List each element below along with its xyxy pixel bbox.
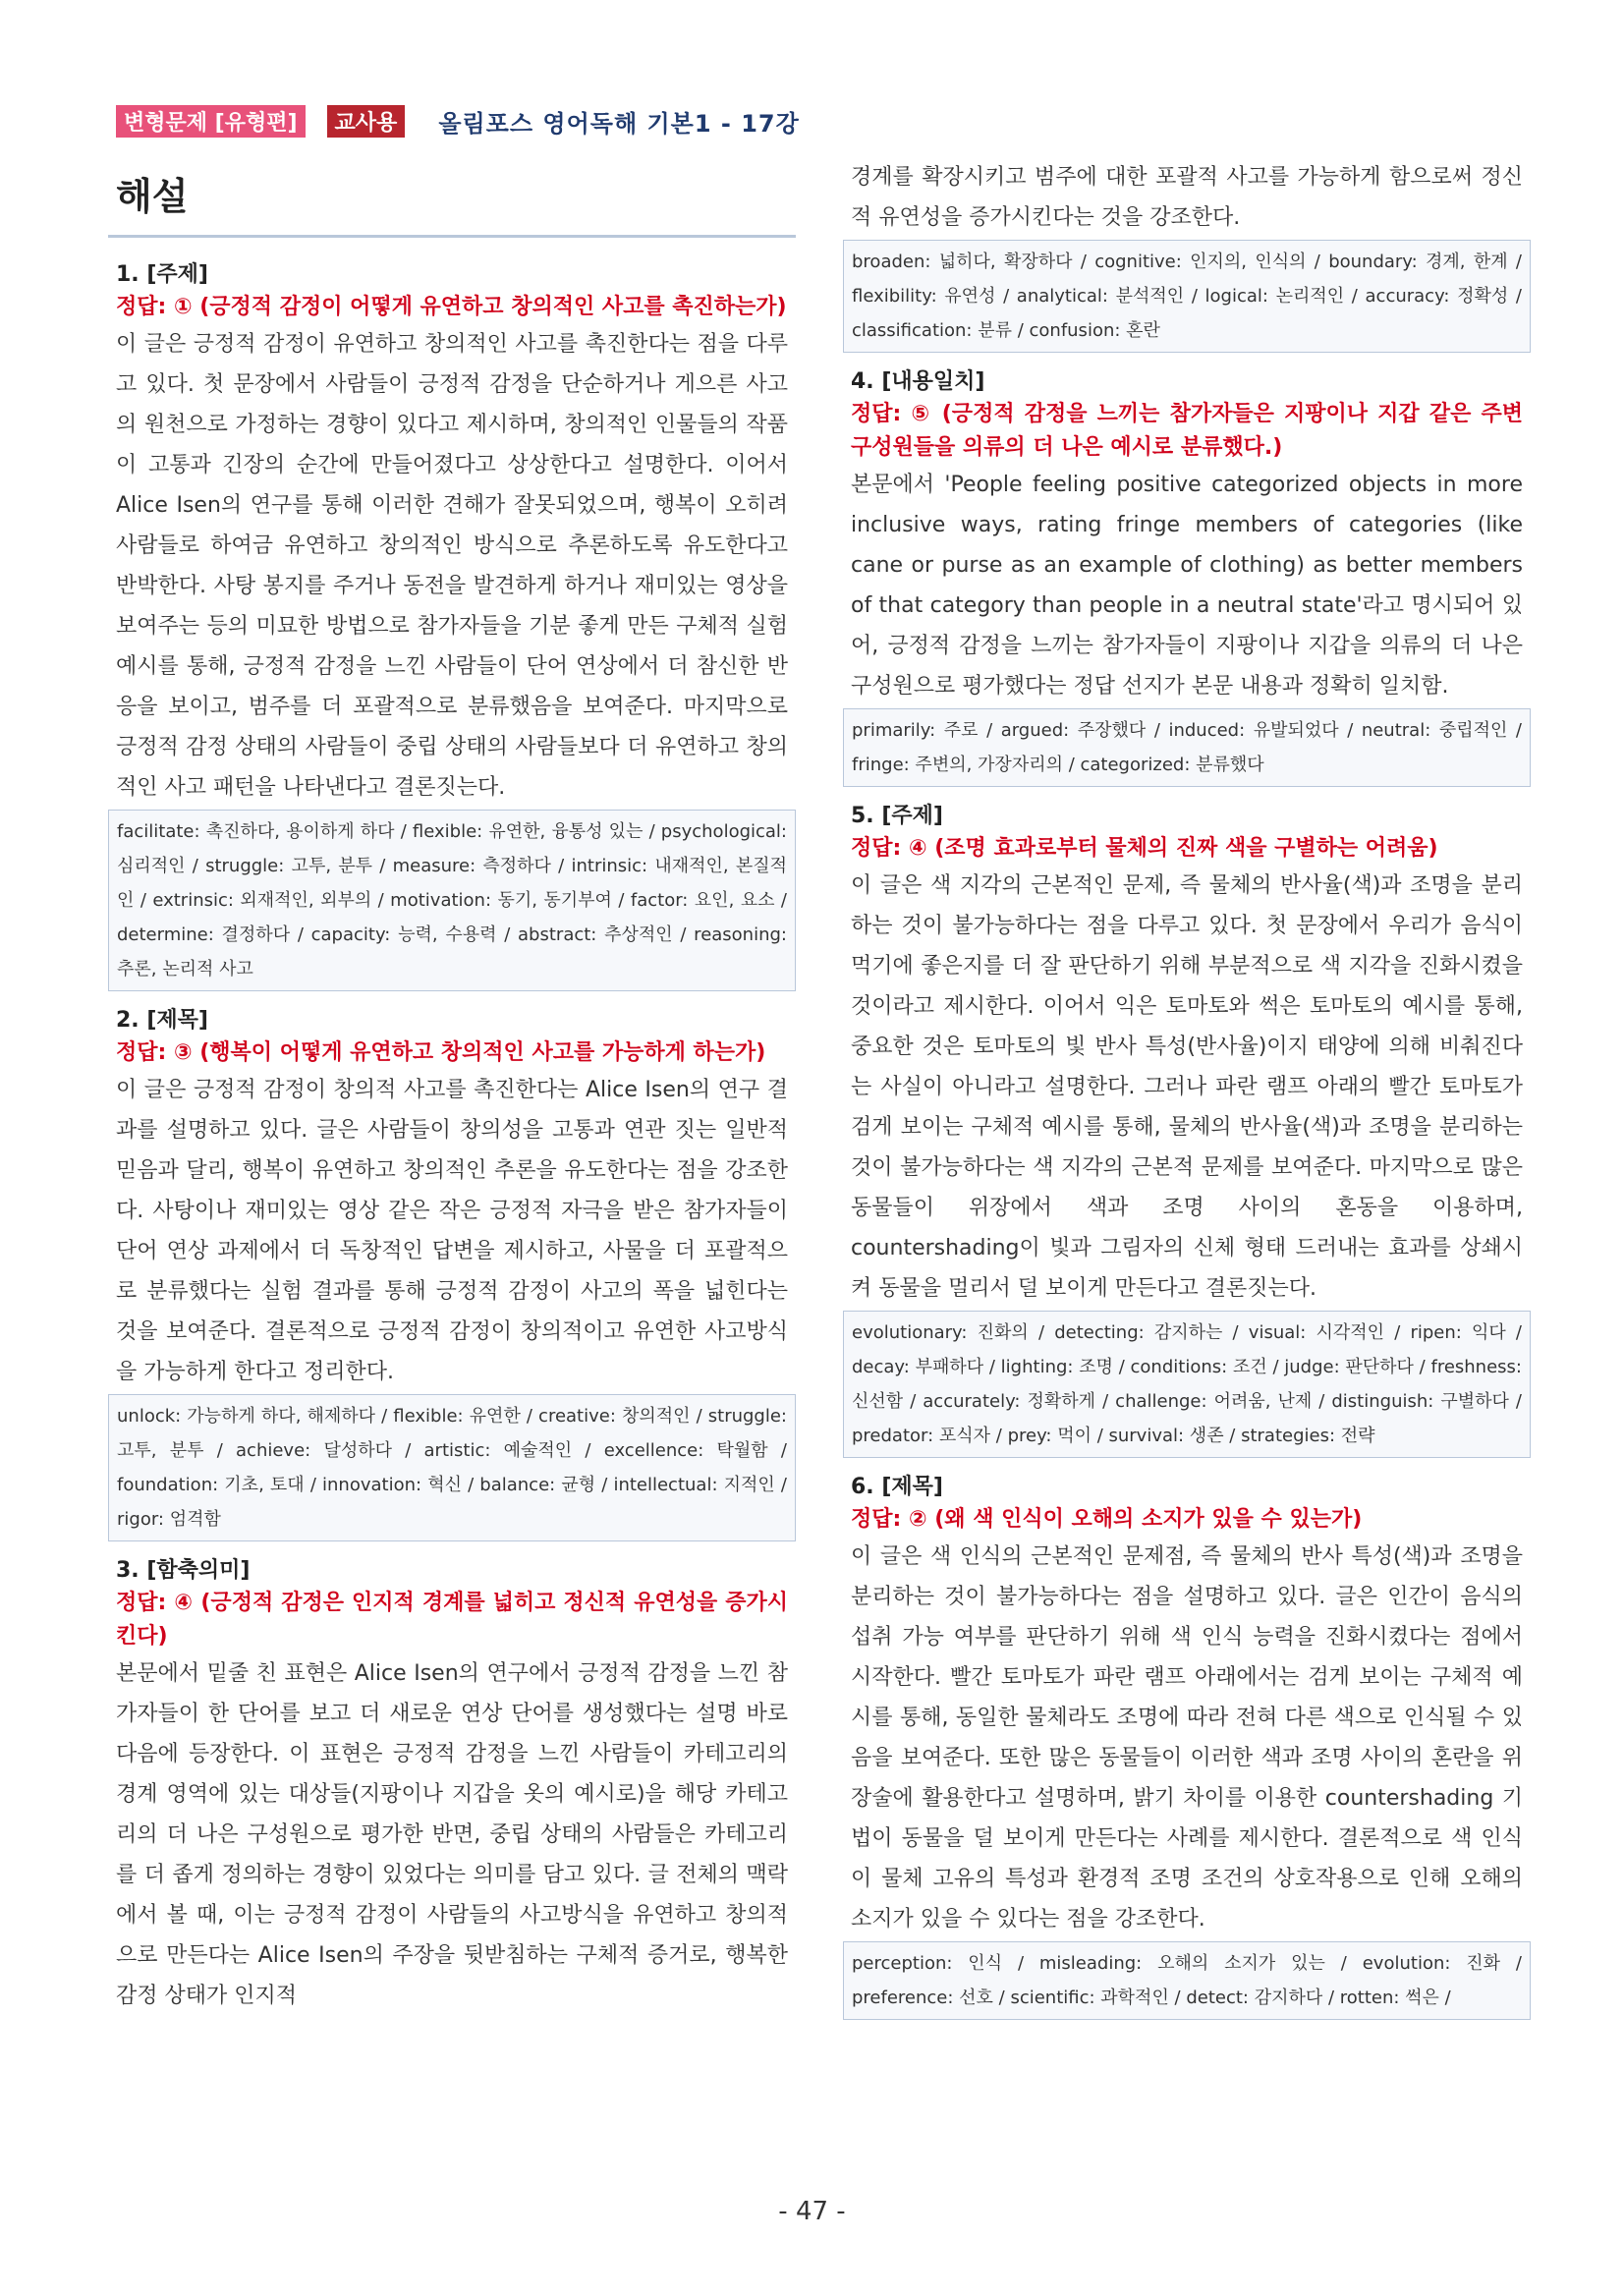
q1-vocab-box: facilitate: 촉진하다, 용이하게 하다 / flexible: 유연한, 융통성 있는 / psychological: 심리적인 / struggle: 고투, 분투 / measure: 측정하다 / intrinsic: 내재적인, 본질적인 / extrinsic: 외재적인, 외부의 / motivation: 동기, 동기부여 / factor: 요인, 요소 / determine: 결정하다 / capacity: 능력, 수용력 / abstract: 추상적인 / reasoning: 추론, 논리적 사고 — [108, 810, 796, 991]
q2-heading: 2. [제목] — [116, 1008, 208, 1033]
q2-vocab-box: unlock: 가능하게 하다, 해제하다 / flexible: 유연한 / creative: 창의적인 / struggle: 고투, 분투 / achieve: 달성하다 / artistic: 예술적인 / excellence: 탁월함 / foundation: 기초, 토대 / innovation: 혁신 / balance: 균형 / intellectual: 지적인 / rigor: 엄격함 — [108, 1394, 796, 1541]
q5-explanation: 이 글은 색 지각의 근본적인 문제, 즉 물체의 반사율(색)과 조명을 분리하는 것이 불가능하다는 점을 다루고 있다. 첫 문장에서 우리가 음식이 먹기에 좋은지를 더 잘 판단하기 위해 부분적으로 색 지각을 진화시켰을 것이라고 제시한다. 이어서 익은 토마토와 썩은 토마토의 예시를 통해, 중요한 것은 토마토의 빛 반사 특성(반사율)이지 태양에 의해 비춰진다는 사실이 아니라고 설명한다. 그러나 파란 램프 아래의 빨간 토마토가 검게 보이는 구체적 예시를 통해, 물체의 반사율(색)과 조명을 분리하는 것이 불가능하다는 색 지각의 근본적 문제를 보여준다. 마지막으로 많은 동물들이 위장에서 색과 조명 사이의 혼동을 이용하며, countershading이 빛과 그림자의 신체 형태 드러내는 효과를 상쇄시켜 동물을 멀리서 덜 보이게 만든다고 결론짓는다. — [851, 873, 1523, 1301]
teacher-tag: 교사용 — [327, 105, 406, 138]
q4-heading: 4. [내용일치] — [851, 369, 985, 394]
section-title: 해설 — [116, 175, 189, 218]
header-title: 올림포스 영어독해 기본1 - 17강 — [438, 109, 800, 138]
q1-heading: 1. [주제] — [116, 262, 208, 287]
q3-explanation: 본문에서 밑줄 친 표현은 Alice Isen의 연구에서 긍정적 감정을 느낀 참가자들이 한 단어를 보고 더 새로운 연상 단어를 생성했다는 설명 바로 다음에 등장한다. 이 표현은 긍정적 감정을 느낀 사람들이 카테고리의 경계 영역에 있는 대상들(지팡이나 지갑을 옷의 예시로)을 해당 카테고리의 더 나은 구성원으로 평가한 반면, 중립 상태의 사람들은 카테고리를 더 좁게 정의하는 경향이 있었다는 의미를 담고 있다. 글 전체의 맥락에서 볼 때, 이는 긍정적 감정이 사람들의 사고방식을 유연하고 창의적으로 만든다는 Alice Isen의 주장을 뒷받침하는 구체적 증거로, 행복한 감정 상태가 인지적 — [116, 1661, 788, 2008]
q3-answer: 정답: ④ (긍정적 감정은 인지적 경계를 넓히고 정신적 유연성을 증가시킨다) — [116, 1591, 788, 1649]
page-number: - 47 - — [778, 2197, 846, 2226]
q2-answer: 정답: ③ (행복이 어떻게 유연하고 창의적인 사고를 가능하게 하는가) — [116, 1040, 766, 1065]
q4-vocab-box: primarily: 주로 / argued: 주장했다 / induced: 유발되었다 / neutral: 중립적인 / fringe: 주변의, 가장자리의 / categorized: 분류했다 — [843, 708, 1531, 787]
type-tag: 변형문제 [유형편] — [116, 105, 306, 138]
q3-heading: 3. [함축의미] — [116, 1558, 251, 1583]
q6-vocab-box: perception: 인식 / misleading: 오해의 소지가 있는 / evolution: 진화 / preference: 선호 / scientific: 과학적인 / detect: 감지하다 / rotten: 썩은 / — [843, 1941, 1531, 2020]
q5-vocab-box: evolutionary: 진화의 / detecting: 감지하는 / visual: 시각적인 / ripen: 익다 / decay: 부패하다 / lighting: 조명 / conditions: 조건 / judge: 판단하다 / freshness: 신선함 / accurately: 정확하게 / challenge: 어려움, 난제 / distinguish: 구별하다 / predator: 포식자 / prey: 먹이 / survival: 생존 / strategies: 전략 — [843, 1311, 1531, 1458]
title-divider — [108, 235, 796, 238]
q5-answer: 정답: ④ (조명 효과로부터 물체의 진짜 색을 구별하는 어려움) — [851, 836, 1438, 861]
q6-explanation: 이 글은 색 인식의 근본적인 문제점, 즉 물체의 반사 특성(색)과 조명을 분리하는 것이 불가능하다는 점을 설명하고 있다. 글은 인간이 음식의 섭취 가능 여부를 판단하기 위해 색 인식 능력을 진화시켰다는 점에서 시작한다. 빨간 토마토가 파란 램프 아래에서는 검게 보이는 구체적 예시를 통해, 동일한 물체라도 조명에 따라 전혀 다른 색으로 인식될 수 있음을 보여준다. 또한 많은 동물들이 이러한 색과 조명 사이의 혼란을 위장술에 활용한다고 설명하며, 밝기 차이를 이용한 countershading 기법이 동물을 덜 보이게 만든다는 사례를 제시한다. 결론적으로 색 인식이 물체 고유의 특성과 환경적 조명 조건의 상호작용으로 인해 오해의 소지가 있을 수 있다는 점을 강조한다. — [851, 1544, 1523, 1932]
q3-explanation-continued: 경계를 확장시키고 범주에 대한 포괄적 사고를 가능하게 함으로써 정신적 유연성을 증가시킨다는 것을 강조한다. — [851, 165, 1523, 230]
q2-explanation: 이 글은 긍정적 감정이 창의적 사고를 촉진한다는 Alice Isen의 연구 결과를 설명하고 있다. 글은 사람들이 창의성을 고통과 연관 짓는 일반적 믿음과 달리, 행복이 유연하고 창의적인 추론을 유도한다는 점을 강조한다. 사탕이나 재미있는 영상 같은 작은 긍정적 자극을 받은 참가자들이 단어 연상 과제에서 더 독창적인 답변을 제시하고, 사물을 더 포괄적으로 분류했다는 실험 결과를 통해 긍정적 감정이 사고의 폭을 넓힌다는 것을 보여준다. 결론적으로 긍정적 감정이 창의적이고 유연한 사고방식을 가능하게 한다고 정리한다. — [116, 1078, 788, 1384]
q6-answer: 정답: ② (왜 색 인식이 오해의 소지가 있을 수 있는가) — [851, 1507, 1363, 1532]
q3-vocab-box: broaden: 넓히다, 확장하다 / cognitive: 인지의, 인식의 / boundary: 경계, 한계 / flexibility: 유연성 / analytical: 분석적인 / logical: 논리적인 / accuracy: 정확성 / classification: 분류 / confusion: 혼란 — [843, 240, 1531, 353]
q5-heading: 5. [주제] — [851, 804, 943, 828]
right-column — [843, 157, 1531, 2034]
q1-explanation: 이 글은 긍정적 감정이 유연하고 창의적인 사고를 촉진한다는 점을 다루고 있다. 첫 문장에서 사람들이 긍정적 감정을 단순하거나 게으른 사고의 원천으로 가정하는 경향이 있다고 제시하며, 창의적인 인물들의 작품이 고통과 긴장의 순간에 만들어졌다고 상상한다고 설명한다. 이어서 Alice Isen의 연구를 통해 이러한 견해가 잘못되었으며, 행복이 오히려 사람들로 하여금 유연하고 창의적인 방식으로 추론하도록 유도한다고 반박한다. 사탕 봉지를 주거나 동전을 발견하게 하거나 재미있는 영상을 보여주는 등의 미묘한 방법으로 참가자들을 기분 좋게 만든 구체적 실험 예시를 통해, 긍정적 감정을 느낀 사람들이 단어 연상에서 더 참신한 반응을 보이고, 범주를 더 포괄적으로 분류했음을 보여준다. 마지막으로 긍정적 감정 상태의 사람들이 중립 상태의 사람들보다 더 유연하고 창의적인 사고 패턴을 나타낸다고 결론짓는다. — [116, 332, 788, 800]
page-header — [116, 106, 800, 136]
q4-explanation: 본문에서 'People feeling positive categorized objects in more inclusive ways, rating fringe members of categories (like cane or purse as an example of clothing) as better members of that category than people in a neutral state'라고 명시되어 있어, 긍정적 감정을 느끼는 참가자들이 지팡이나 지갑을 의류의 더 나은 구성원으로 평가했다는 정답 선지가 본문 내용과 정확히 일치함. — [851, 473, 1523, 699]
left-column — [108, 162, 796, 2016]
q6-heading: 6. [제목] — [851, 1475, 943, 1499]
q4-answer: 정답: ⑤ (긍정적 감정을 느끼는 참가자들은 지팡이나 지갑 같은 주변 구성원들을 의류의 더 나은 예시로 분류했다.) — [851, 402, 1523, 460]
q1-answer: 정답: ① (긍정적 감정이 어떻게 유연하고 창의적인 사고를 촉진하는가) — [116, 295, 787, 319]
